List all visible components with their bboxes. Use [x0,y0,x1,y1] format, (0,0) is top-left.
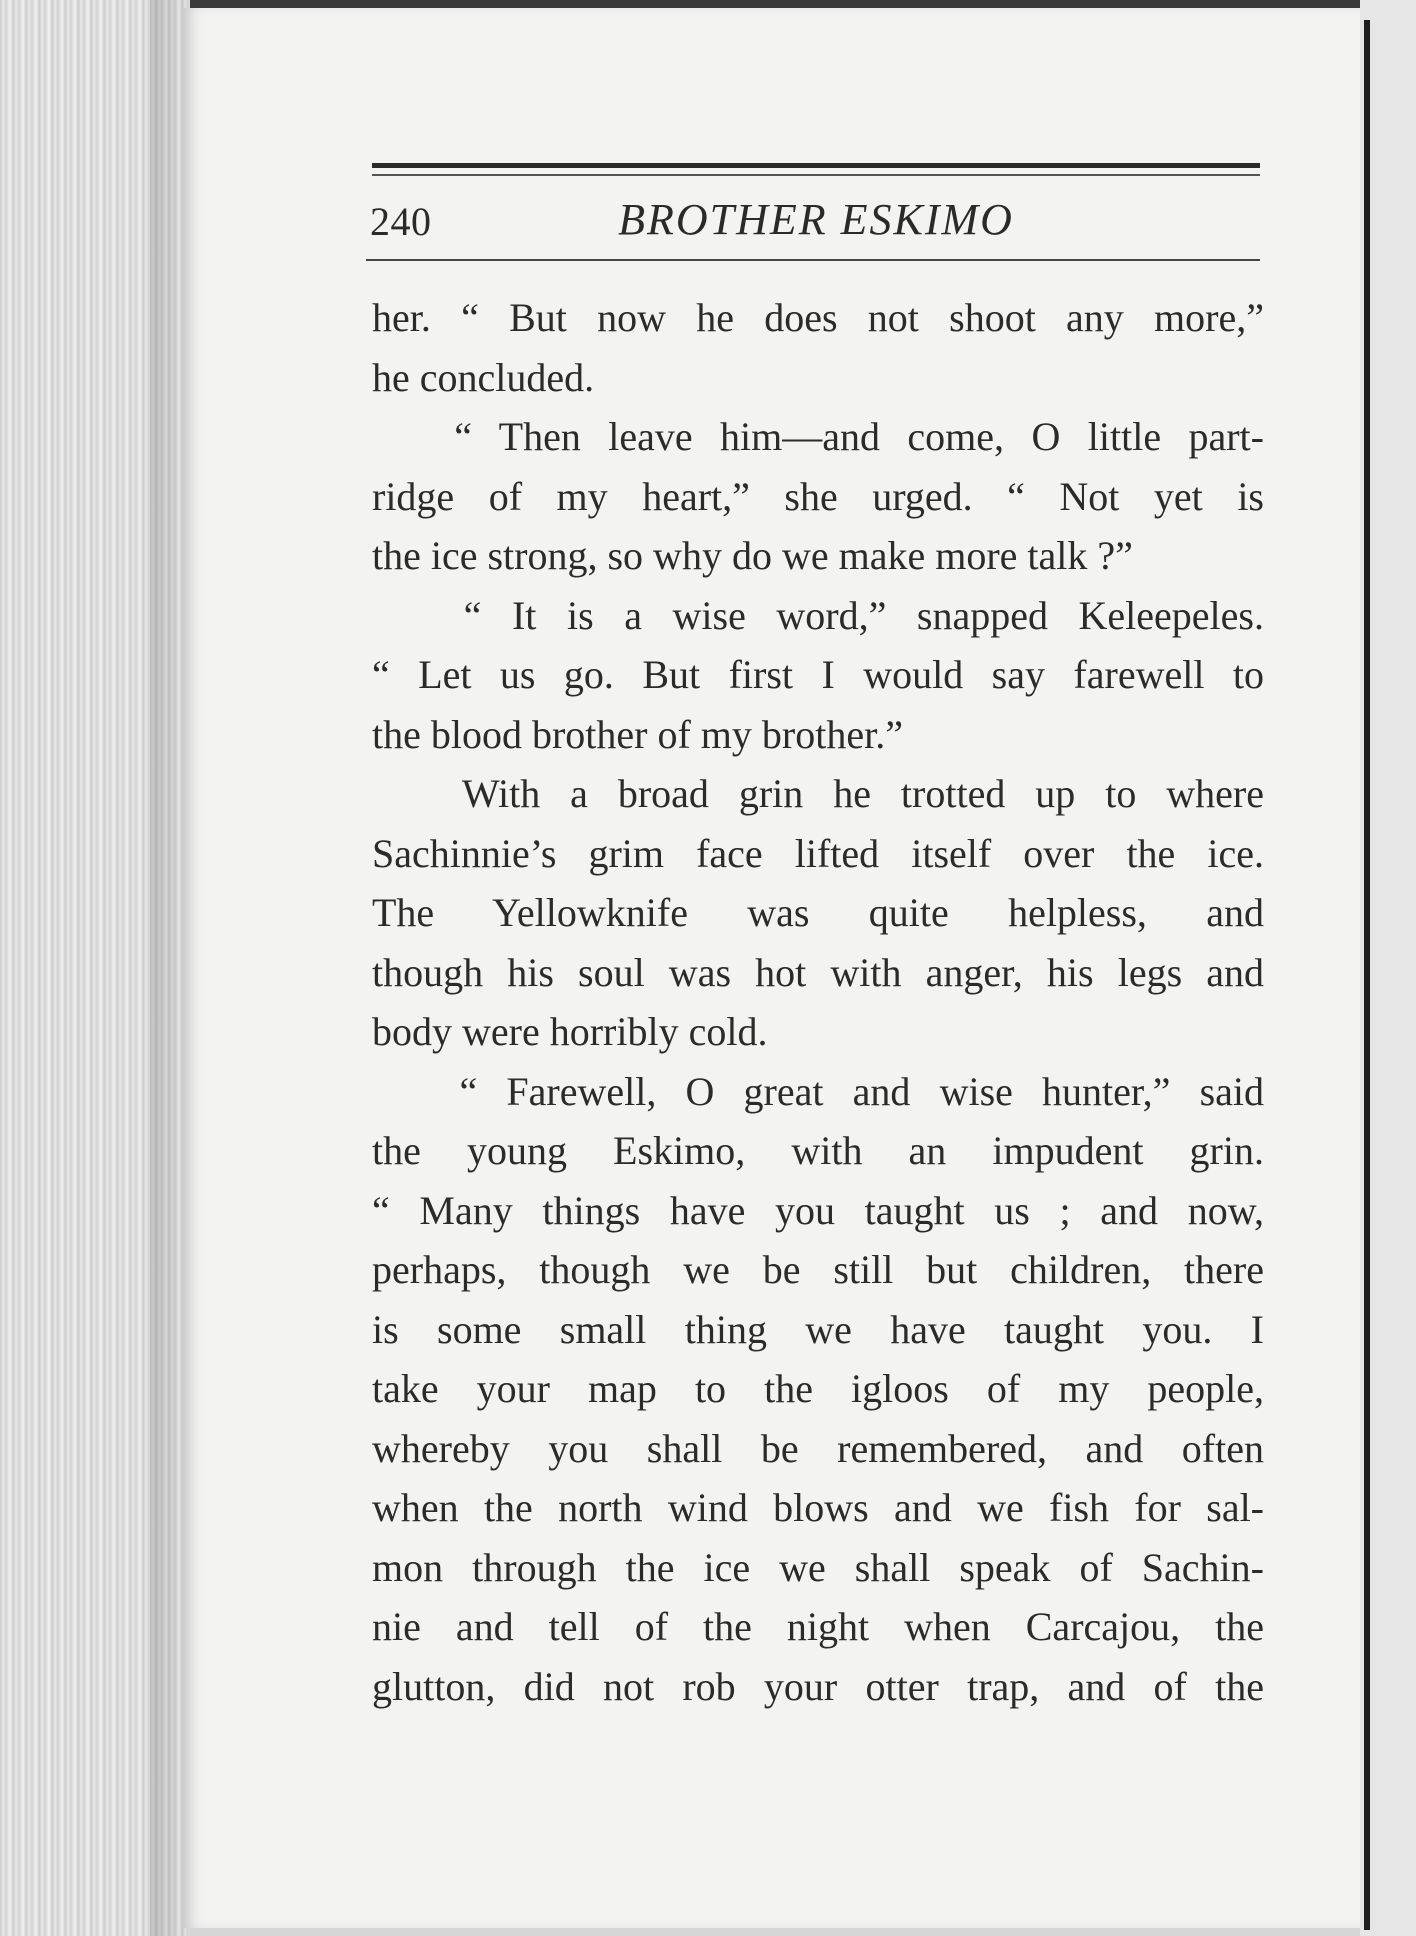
text-line: take your map to the igloos of my people, [372,1366,1264,1411]
text-line: when the north wind blows and we fish for sal- [372,1485,1264,1530]
text-line: nie and tell of the night when Carcajou, the [372,1604,1264,1649]
running-head: BROTHER ESKIMO [618,195,1014,244]
text-line: “ Many things have you taught us ; and now, [372,1187,1264,1233]
text-line: “ It is a wise word,” snapped Keleepeles. [372,592,1264,638]
text-line: the ice strong, so why do we make more talk ?” [372,533,1133,578]
page-number: 240 [370,199,432,244]
text-line: glutton, did not rob your otter trap, and of the [372,1663,1264,1709]
page-header [370,190,1262,250]
text-line: body were horribly cold. [372,1009,768,1054]
header-rule-thin [372,174,1260,176]
text-line: ridge of my heart,” she urged. “ Not yet is [372,473,1264,519]
text-line: is some small thing we have taught you. I [372,1306,1264,1352]
text-line: “ Let us go. But first I would say farewell to [372,652,1264,697]
text-line: whereby you shall be remembered, and often [372,1425,1264,1471]
text-line: the young Eskimo, with an impudent grin. [372,1128,1264,1173]
body-text [372,288,1264,1716]
text-line: mon through the ice we shall speak of Sachin- [372,1544,1264,1590]
header-rule-thick [372,163,1260,168]
text-line: the blood brother of my brother.” [372,711,903,757]
text-line: With a broad grin he trotted up to where [372,771,1264,816]
text-line: Sachinnie’s grim face lifted itself over the ice. [372,830,1264,876]
text-line: perhaps, though we be still but children, there [372,1247,1264,1292]
text-line: he concluded. [372,354,595,400]
text-line: though his soul was hot with anger, his legs and [372,949,1264,995]
text-line: “ Then leave him—and come, O little part- [372,414,1264,459]
text-line: her. “ But now he does not shoot any more,” [372,295,1264,340]
header-underline [366,259,1260,261]
cover-edge-line [1364,20,1370,1930]
text-line: “ Farewell, O great and wise hunter,” said [372,1068,1264,1114]
text-line: The Yellowknife was quite helpless, and [372,890,1264,935]
